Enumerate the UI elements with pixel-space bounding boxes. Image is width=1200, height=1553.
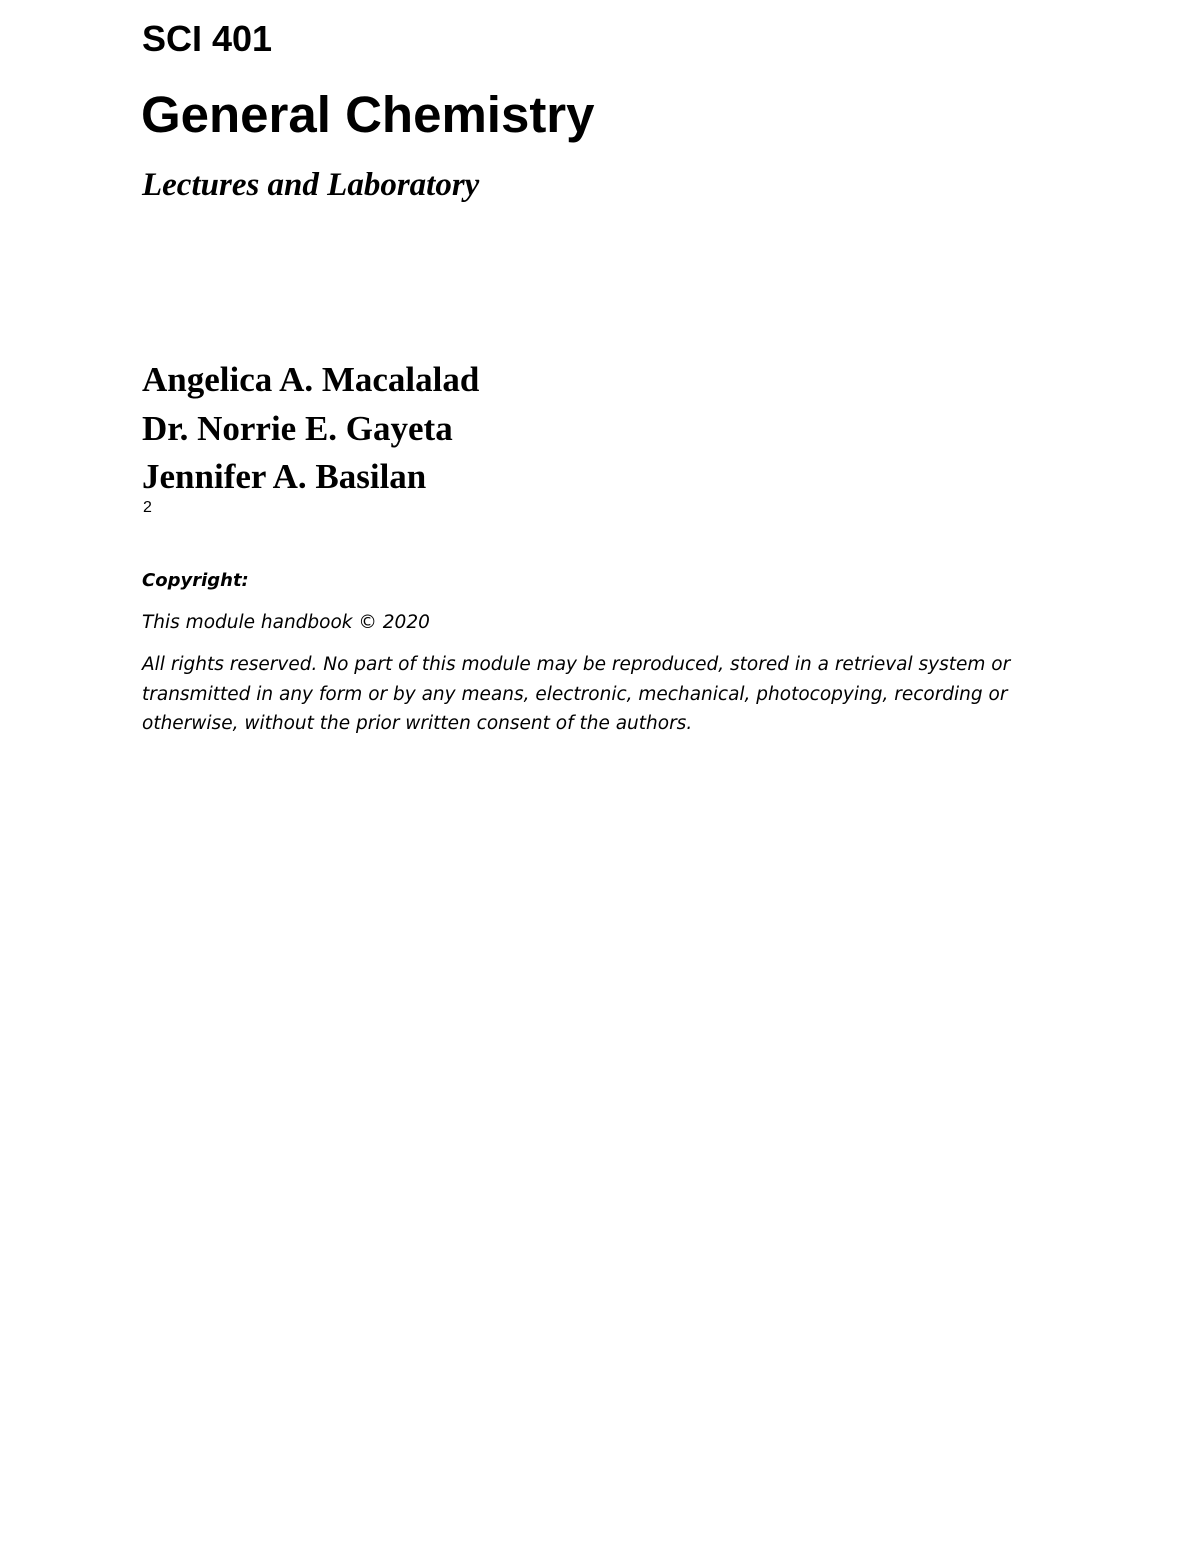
author-name: Jennifer A. Basilan	[142, 457, 427, 496]
course-title: General Chemistry	[141, 86, 595, 143]
page-number: 2	[143, 499, 152, 516]
author-name: Dr. Norrie E. Gayeta	[142, 408, 453, 448]
course-subtitle: Lectures and Laboratory	[142, 167, 480, 203]
course-code: SCI 401	[142, 18, 273, 59]
copyright-label: Copyright:	[142, 570, 249, 591]
rights-reserved-text: All rights reserved. No part of this module may be reproduced, stored in a retrieval system or transmitted in any form or by any means, electronic, mechanical, photocopying, recording or otherwise, without the prior written consent of the authors.	[142, 654, 1011, 734]
author-name: Angelica A. Macalalad	[142, 360, 480, 399]
copyright-statement: This module handbook © 2020	[142, 612, 430, 633]
author-list	[142, 358, 479, 504]
